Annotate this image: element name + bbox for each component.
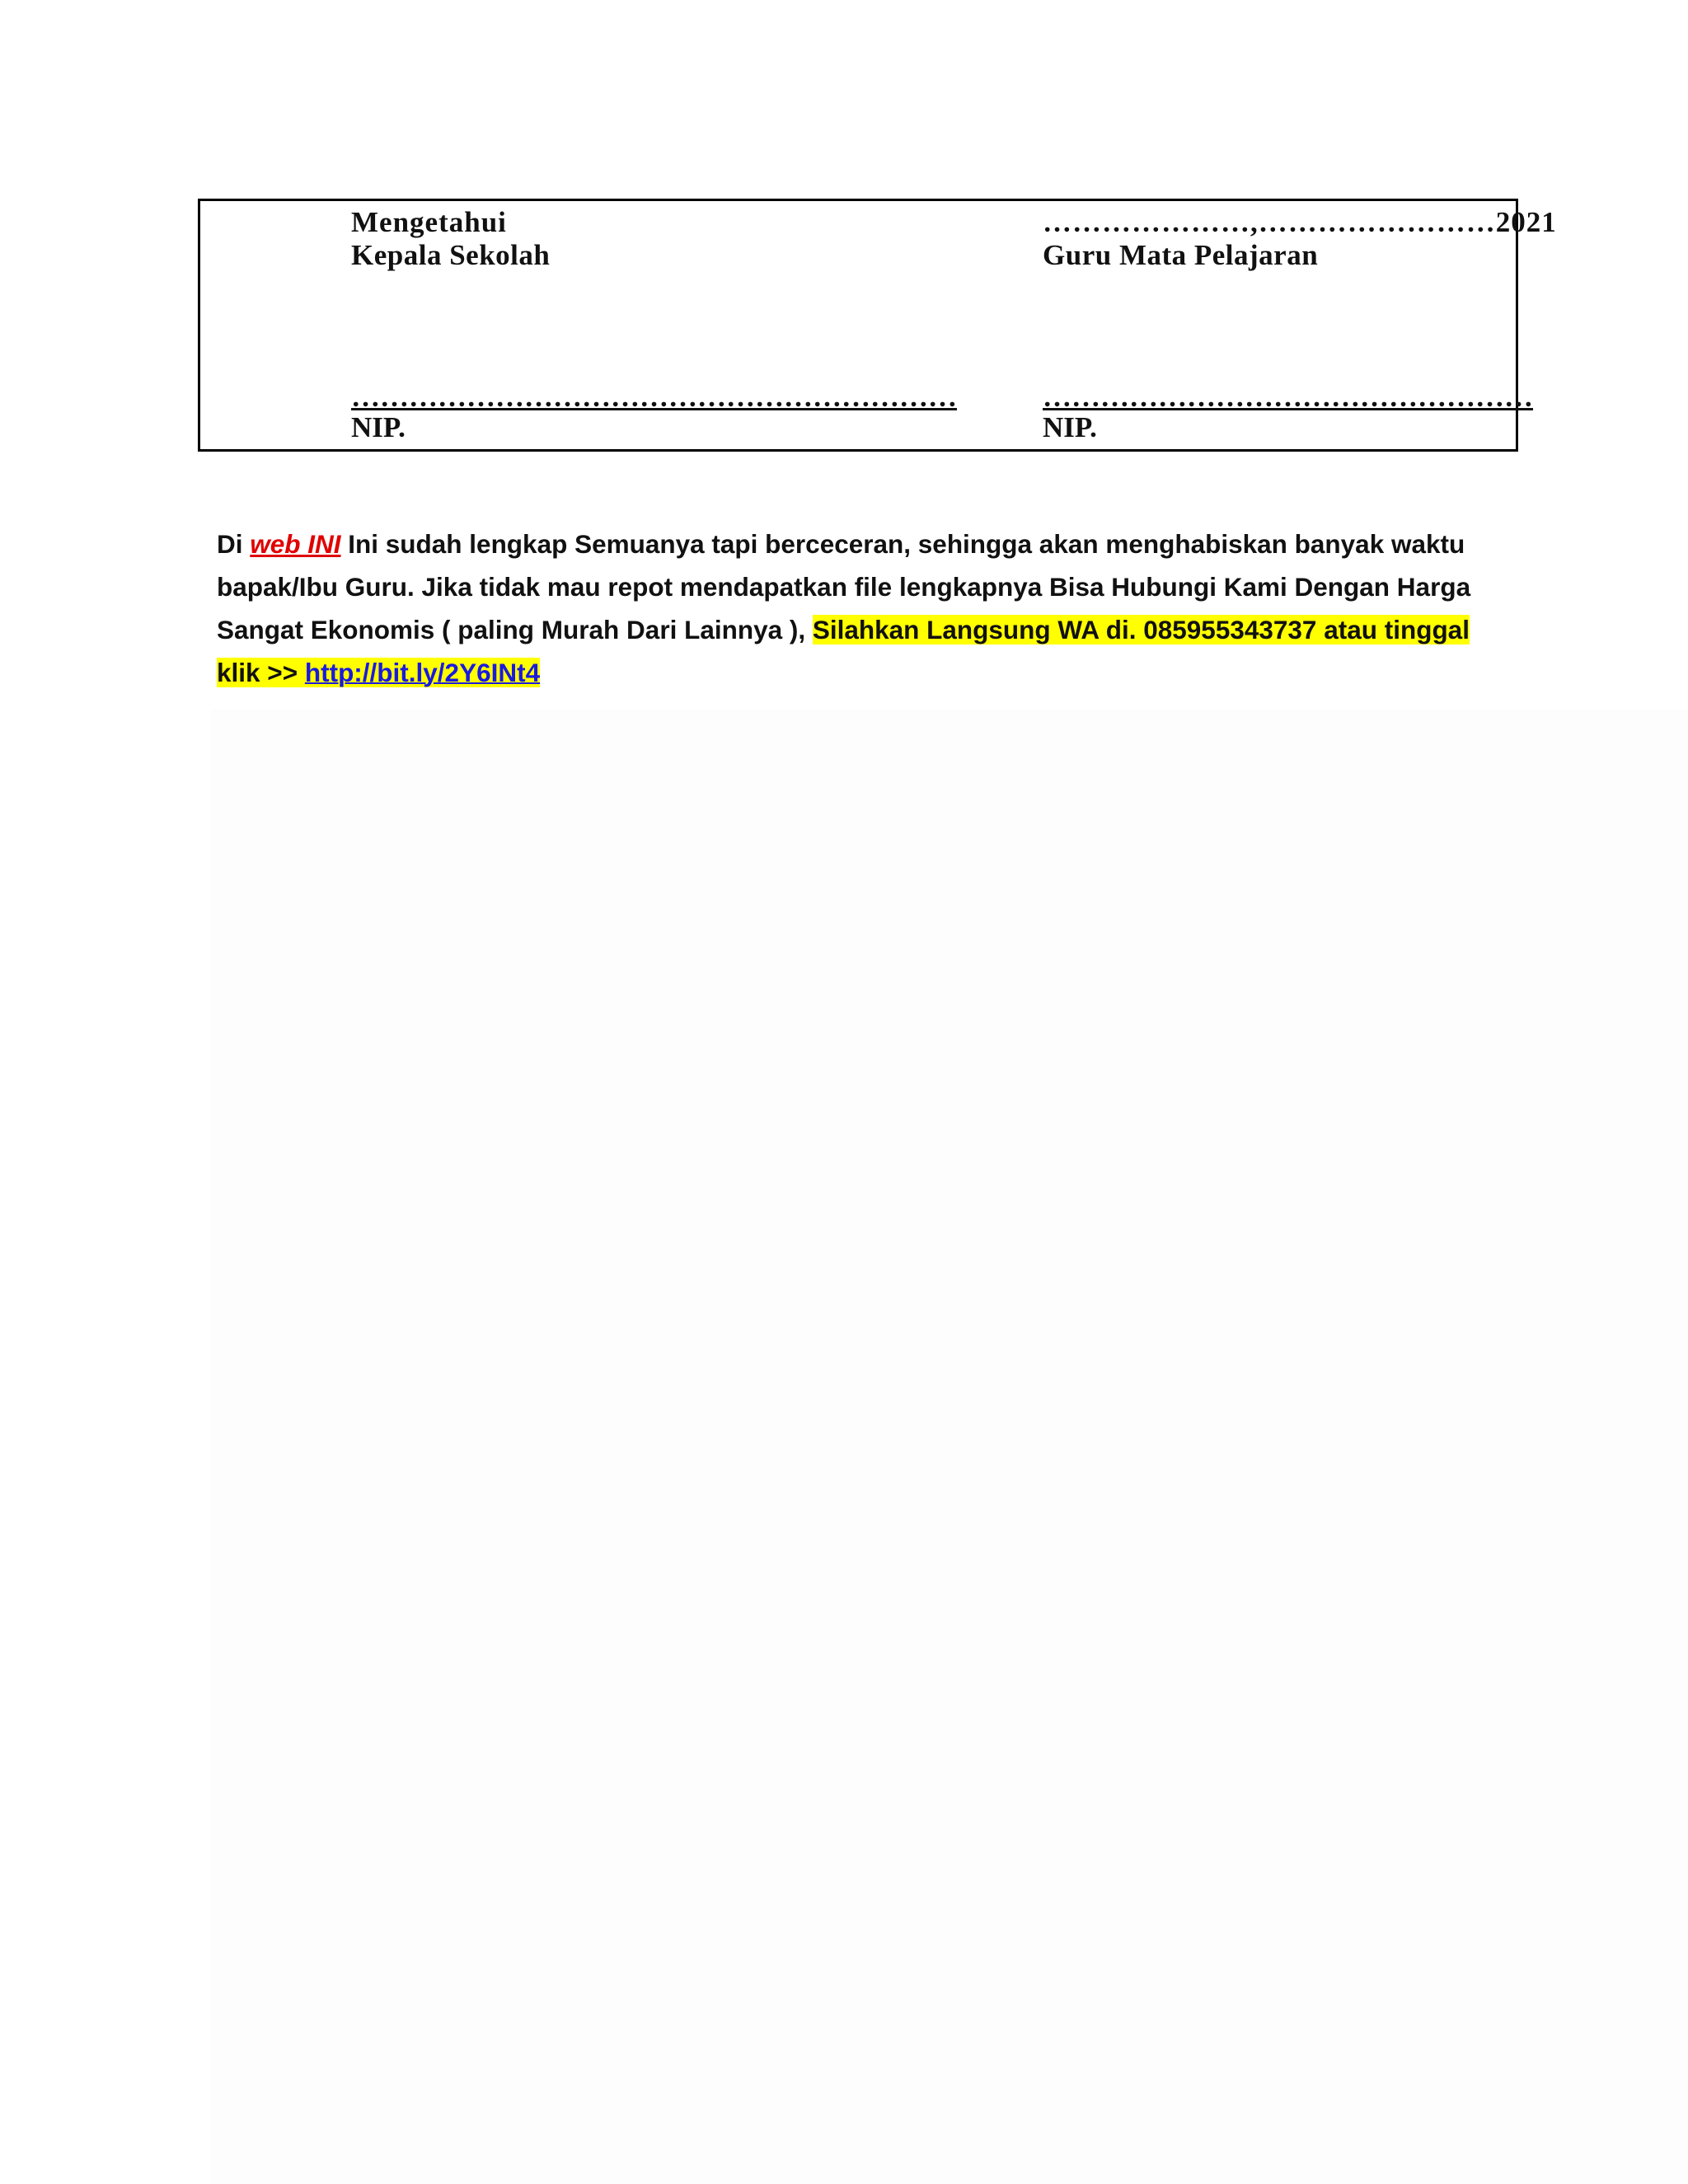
place-date-line: …………………,……………………2021 <box>1043 206 1557 238</box>
known-by-label: Mengetahui <box>351 206 507 238</box>
teacher-signature-line: …………………………………………… <box>1043 381 1533 413</box>
principal-role-label: Kepala Sekolah <box>351 239 551 271</box>
promo-text-body: Ini sudah lengkap Semuanya tapi berceceran, sehingga akan menghabiskan banyak waktu bapak/Ibu Guru. Jika tidak mau repot mendapatkan file lengkapnya Bisa Hubungi Kami Dengan Harga Sangat Ekonomis ( paling Murah Dari Lainnya ), <box>217 529 1471 644</box>
teacher-role-label: Guru Mata Pelajaran <box>1043 239 1319 271</box>
promo-paragraph <box>217 523 1494 694</box>
signature-block <box>198 199 1557 452</box>
promo-text-start: Di <box>217 529 251 559</box>
principal-signature-line: ……………………………………………………… <box>351 381 957 413</box>
contact-text: Silahkan Langsung WA di. 085955343737 atau tinggal klik >> <box>217 615 1470 687</box>
page-background <box>210 709 1688 2184</box>
download-link[interactable]: http://bit.ly/2Y6INt4 <box>304 658 541 687</box>
web-link[interactable]: web INI <box>250 529 341 559</box>
principal-nip-label: NIP. <box>351 411 406 443</box>
teacher-nip-label: NIP. <box>1043 411 1097 443</box>
